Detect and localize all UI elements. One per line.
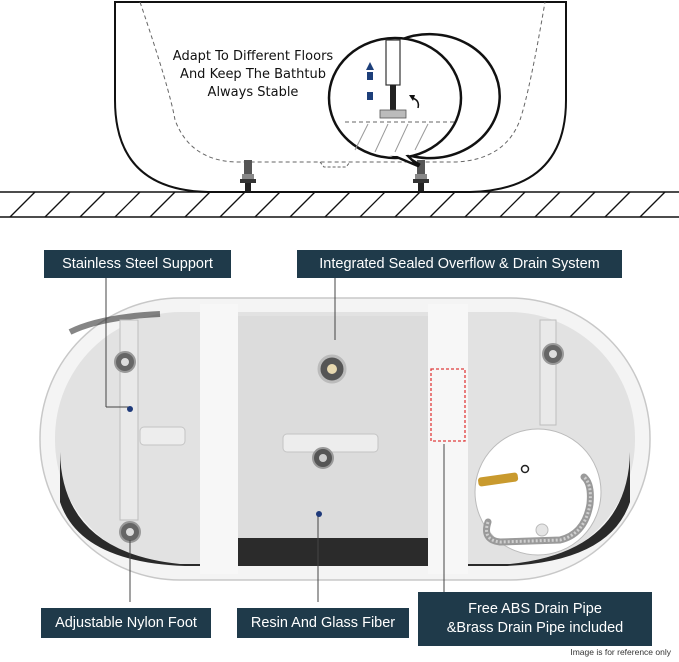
callout-line-1: Adapt To Different Floors	[172, 49, 334, 64]
reference-note: Image is for reference only	[570, 647, 671, 657]
callout-line-2: And Keep The Bathtub	[180, 67, 326, 82]
support-rib-left	[200, 304, 238, 574]
support-rib-right	[428, 304, 468, 574]
label-overflow-drain-system: Integrated Sealed Overflow & Drain System	[297, 250, 622, 278]
label-drain-pipe-line-1: Free ABS Drain Pipe	[468, 601, 602, 617]
label-drain-pipe	[418, 592, 652, 646]
label-resin-glass-fiber: Resin And Glass Fiber	[237, 608, 409, 638]
label-stainless-steel-support: Stainless Steel Support	[44, 250, 231, 278]
bathtub-side-view	[0, 0, 679, 230]
label-drain-pipe-line-2: &Brass Drain Pipe included	[446, 620, 624, 636]
drain-pipe-inset	[475, 429, 601, 555]
label-adjustable-nylon-foot: Adjustable Nylon Foot	[41, 608, 211, 638]
callout-line-3: Always Stable	[207, 85, 299, 100]
floor-hatch	[0, 192, 679, 217]
callout-text	[158, 48, 348, 102]
